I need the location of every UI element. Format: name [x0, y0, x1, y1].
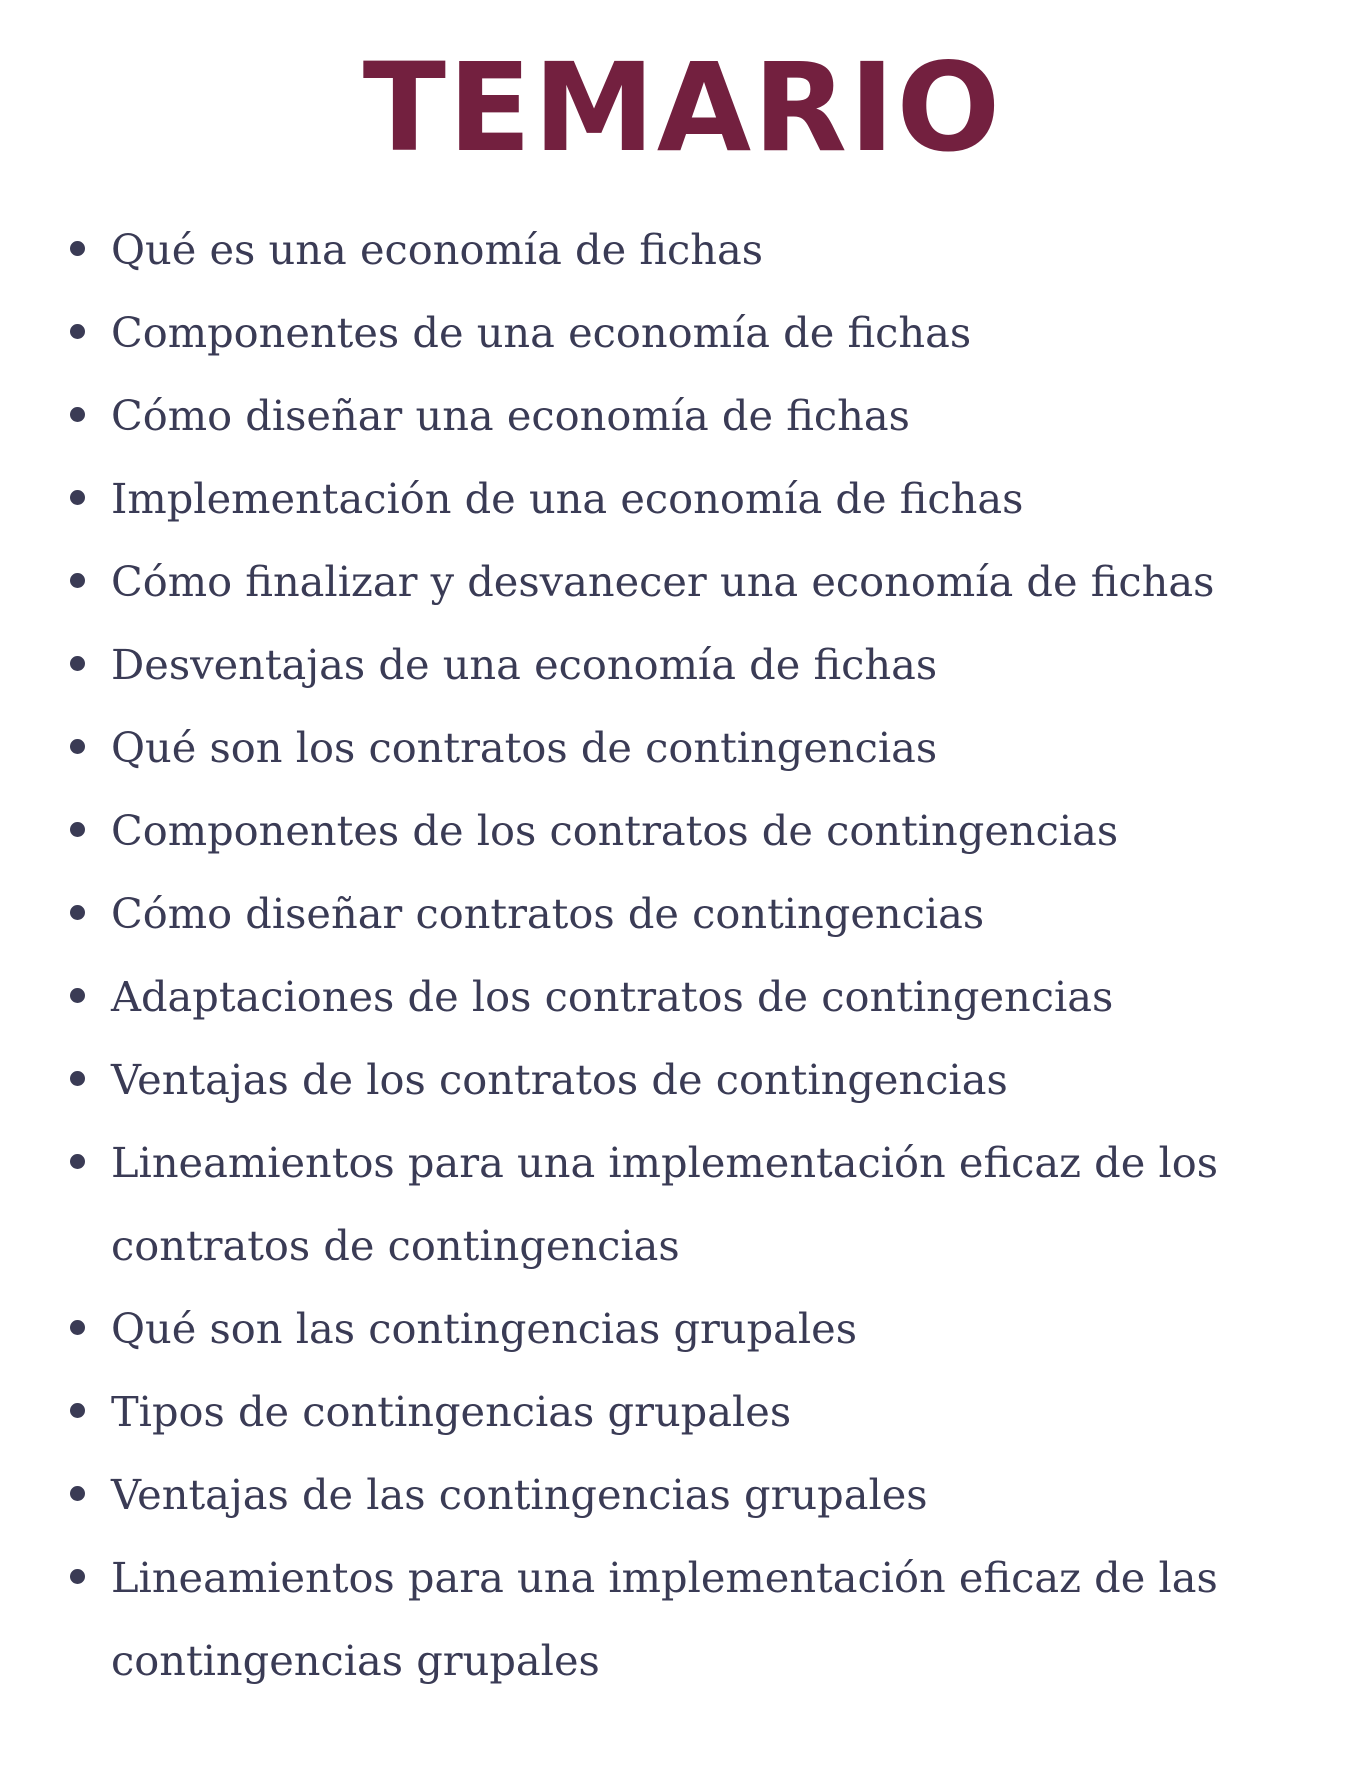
list-item: [0, 1038, 1171, 1121]
list-item-text: Adaptaciones de los contratos de contingencias: [111, 972, 1114, 1021]
list-item-text: Cómo finalizar y desvanecer una economía de fichas: [111, 557, 1215, 606]
list-item-text: contratos de contingencias: [111, 1221, 680, 1270]
list-item-text: Qué es una economía de fichas: [111, 225, 764, 274]
bullet-icon: [70, 988, 85, 1003]
list-item-text: Implementación de una economía de fichas: [111, 474, 1024, 523]
list-item: [0, 1536, 1218, 1702]
bullet-icon: [70, 656, 85, 671]
bullet-icon: [70, 905, 85, 920]
bullet-icon: [70, 1320, 85, 1335]
list-item-text: Cómo diseñar una economía de fichas: [111, 391, 910, 440]
list-item: [0, 457, 1171, 540]
list-item-text: contingencias grupales: [111, 1636, 600, 1685]
list-item: [0, 623, 1171, 706]
bullet-icon: [70, 822, 85, 837]
list-item: [0, 872, 1171, 955]
list-item: [0, 706, 1171, 789]
list-item: [0, 291, 1171, 374]
bullet-icon: [70, 490, 85, 505]
bullet-icon: [70, 1486, 85, 1501]
bullet-icon: [70, 739, 85, 754]
list-item: [0, 955, 1171, 1038]
list-item: [0, 1287, 1171, 1370]
list-item-text: Ventajas de los contratos de contingencias: [111, 1055, 1008, 1104]
list-item: [0, 1370, 1171, 1453]
list-item: [0, 208, 1171, 291]
list-item-text: Componentes de una economía de fichas: [111, 308, 972, 357]
bullet-icon: [70, 573, 85, 588]
topic-list: [0, 208, 1219, 1702]
list-item-text: Lineamientos para una implementación eficaz de los: [111, 1138, 1219, 1187]
page-title: TEMARIO: [362, 37, 1003, 179]
bullet-icon: [70, 407, 85, 422]
bullet-icon: [70, 324, 85, 339]
bullet-icon: [70, 1569, 85, 1584]
list-item-text: Qué son las contingencias grupales: [111, 1304, 858, 1353]
bullet-icon: [70, 1403, 85, 1418]
list-item-text: Cómo diseñar contratos de contingencias: [111, 889, 985, 938]
list-item-text: Tipos de contingencias grupales: [111, 1387, 792, 1436]
list-item-text: Qué son los contratos de contingencias: [111, 723, 938, 772]
list-item-text: Componentes de los contratos de contingencias: [111, 806, 1119, 855]
list-item: [0, 540, 1215, 623]
bullet-icon: [70, 241, 85, 256]
list-item: [0, 1121, 1219, 1287]
list-item: [0, 789, 1171, 872]
list-item: [0, 374, 1171, 457]
list-item: [0, 1453, 1171, 1536]
list-item-text: Ventajas de las contingencias grupales: [111, 1470, 928, 1519]
bullet-icon: [70, 1154, 85, 1169]
list-item-text: Desventajas de una economía de fichas: [111, 640, 938, 689]
bullet-icon: [70, 1071, 85, 1086]
list-item-text: Lineamientos para una implementación eficaz de las: [111, 1553, 1218, 1602]
